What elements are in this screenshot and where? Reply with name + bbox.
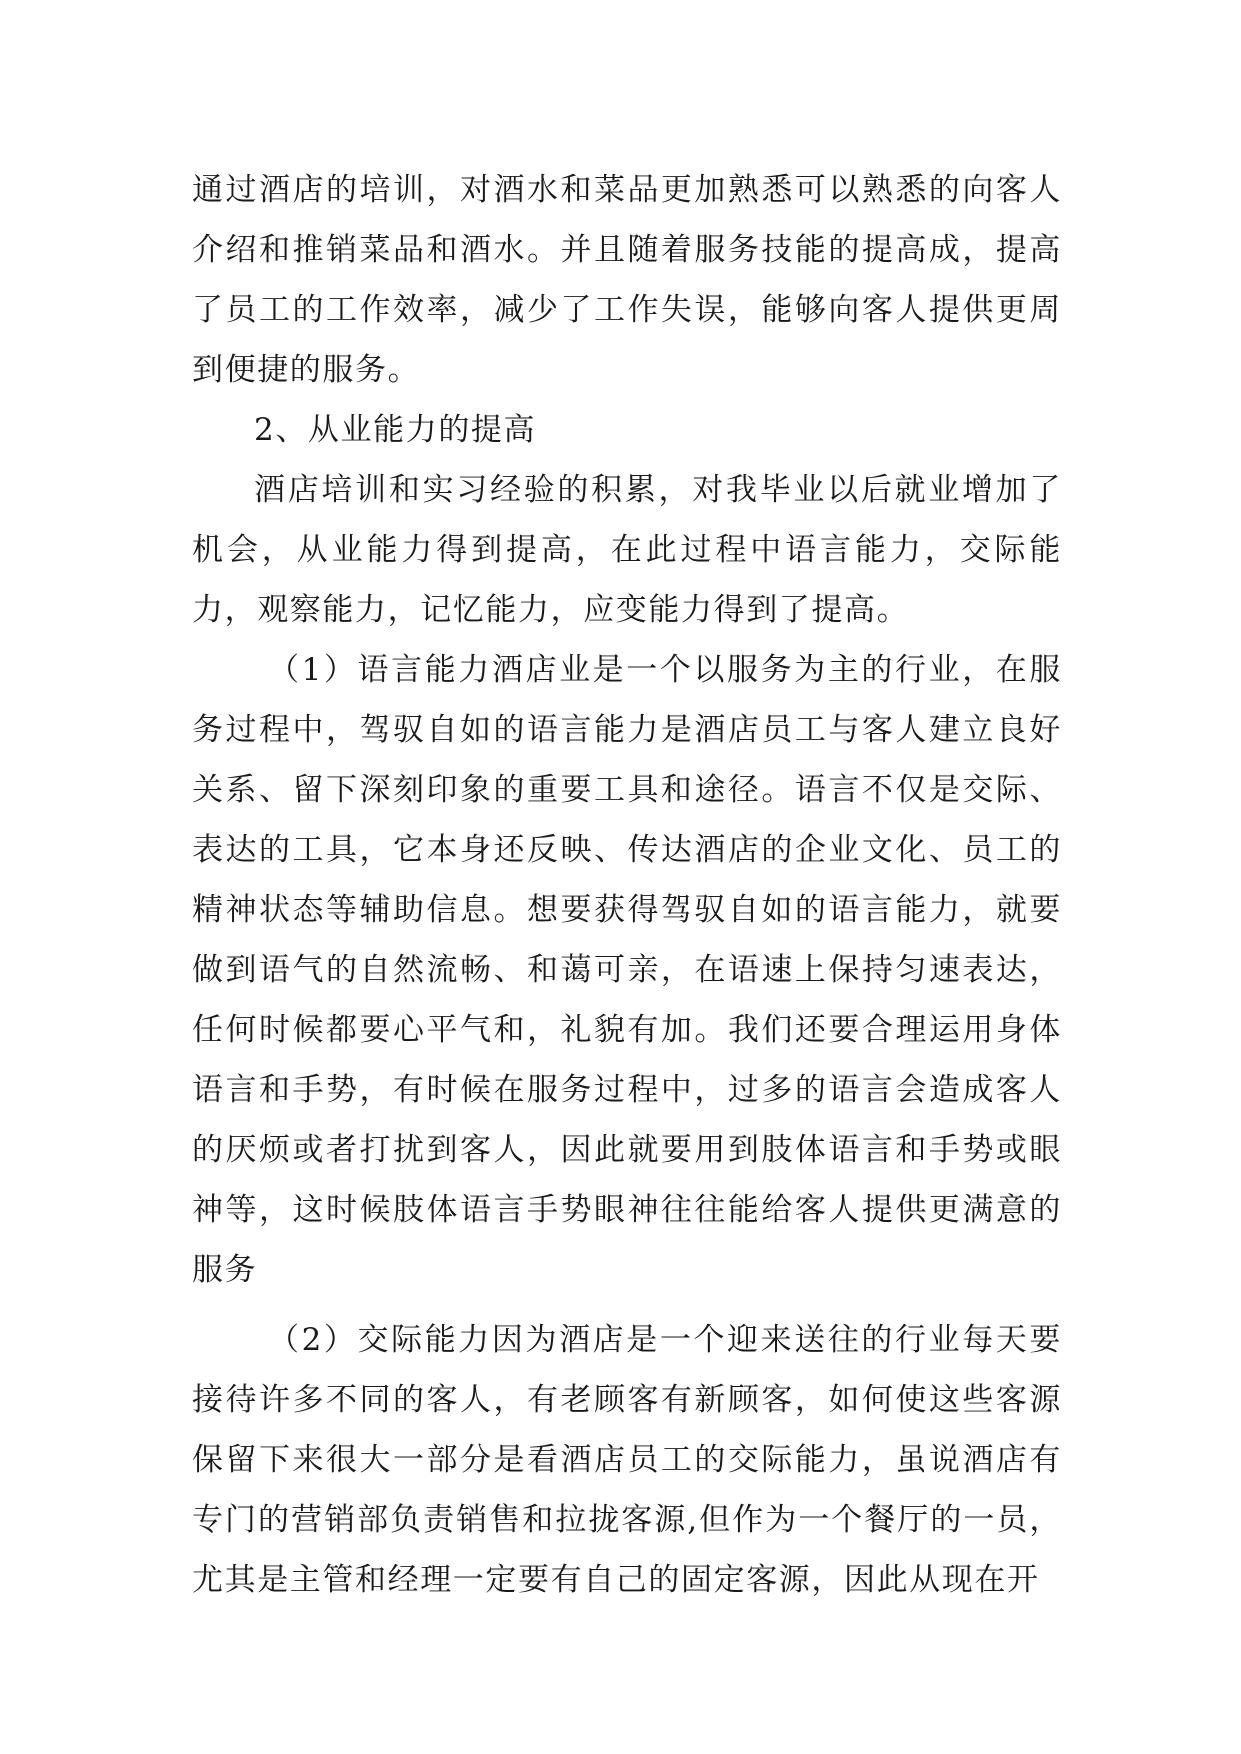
paragraph-language-ability: （1）语言能力酒店业是一个以服务为主的行业，在服务过程中，驾驭自如的语言能力是酒店员工与客人建立良好关系、留下深刻印象的重要工具和途径。语言不仅是交际、表达的工具，它本身还反映、传达酒店的企业文化、员工的精神状态等辅助信息。想要获得驾驭自如的语言能力，就要做到语气的自然流畅、和蔼可亲，在语速上保持匀速表达，任何时候都要心平气和，礼貌有加。我们还要合理运用身体语言和手势，有时候在服务过程中，过多的语言会造成客人的厌烦或者打扰到客人，因此就要用到肢体语言和手势或眼神等，这时候肢体语言手势眼神往往能给客人提供更满意的服务	[192, 652, 1062, 1288]
section-heading: 2、从业能力的提高	[254, 412, 537, 448]
paragraph-career-ability: 酒店培训和实习经验的积累，对我毕业以后就业增加了机会，从业能力得到提高，在此过程中语言能力，交际能力，观察能力，记忆能力，应变能力得到了提高。	[192, 472, 1062, 628]
paragraph-social-ability: （2）交际能力因为酒店是一个迎来送往的行业每天要接待许多不同的客人，有老顾客有新顾客，如何使这些客源保留下来很大一部分是看酒店员工的交际能力，虽说酒店有专门的营销部负责销售和拉拢客源,但作为一个餐厅的一员，尤其是主管和经理一定要有自己的固定客源，因此从现在开	[192, 1322, 1062, 1598]
document-body	[192, 160, 1062, 1610]
paragraph-continuation: 通过酒店的培训，对酒水和菜品更加熟悉可以熟悉的向客人介绍和推销菜品和酒水。并且随着服务技能的提高成，提高了员工的工作效率，减少了工作失误，能够向客人提供更周到便捷的服务。	[192, 172, 1062, 388]
